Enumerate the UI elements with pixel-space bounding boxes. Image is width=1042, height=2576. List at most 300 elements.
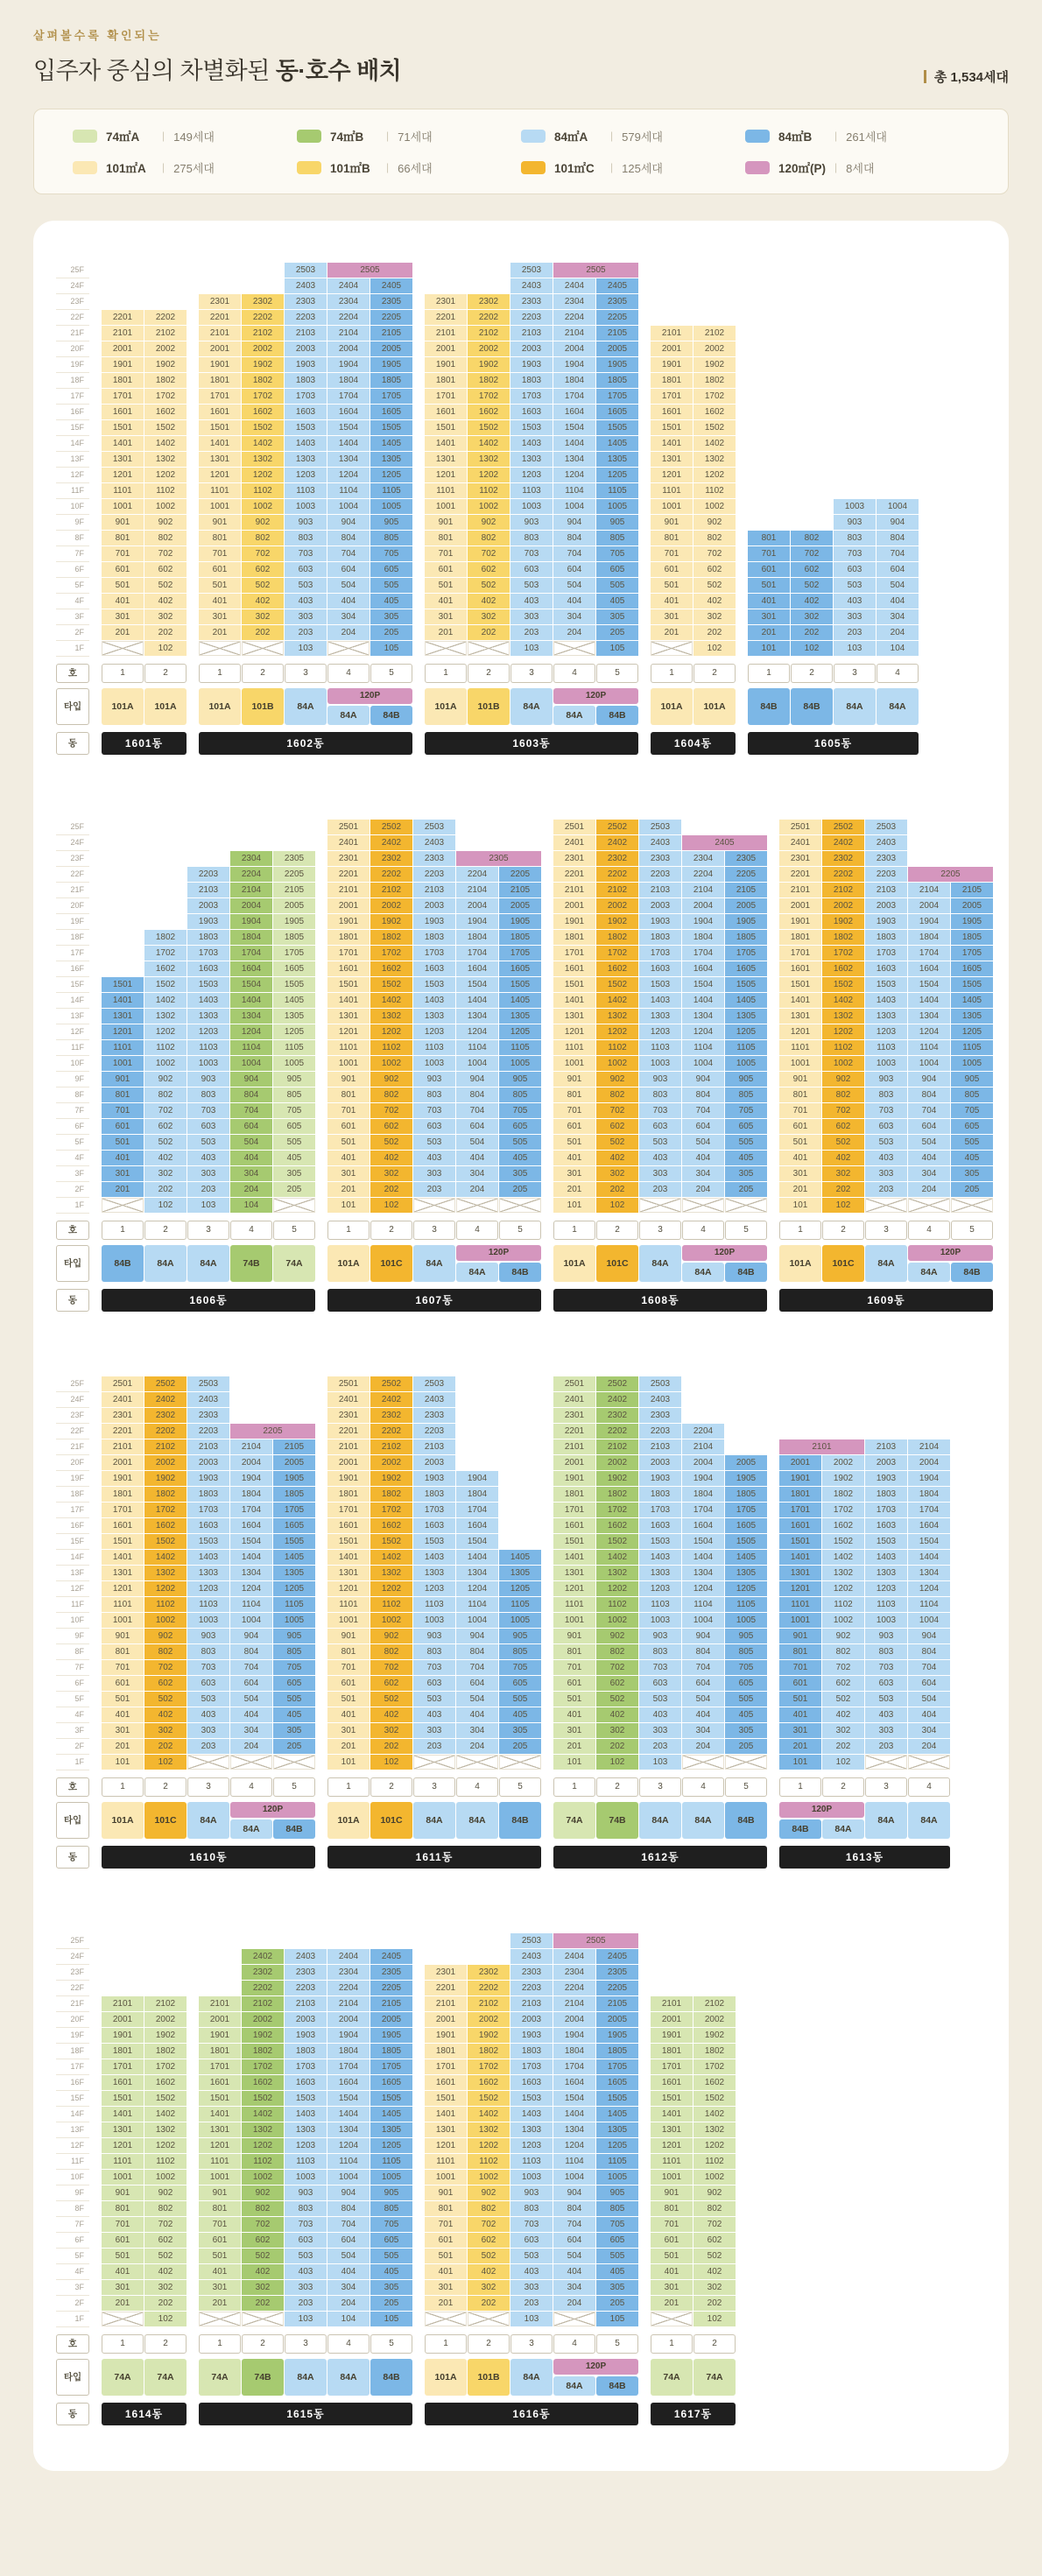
unit-cell: 1201 <box>651 468 693 482</box>
unit-cell: 1005 <box>499 1613 541 1628</box>
unit-cell: 2003 <box>285 341 327 356</box>
type-row <box>779 1245 993 1282</box>
legend-type-label: 84㎡B <box>778 130 813 144</box>
floor-row <box>651 578 736 593</box>
unit-cell: 1602 <box>144 2075 187 2090</box>
unit-cell: 905 <box>725 1629 767 1643</box>
unit-cell: 2501 <box>779 820 821 834</box>
floor-label: 10F <box>56 1056 89 1072</box>
unit-cell: 903 <box>187 1629 229 1643</box>
unit-cell: 802 <box>822 1087 864 1102</box>
total-units <box>924 67 1009 86</box>
unit-grid <box>102 851 315 1214</box>
unit-cell: 1502 <box>242 2091 284 2106</box>
unit-cell: 1401 <box>102 1550 144 1565</box>
building-1613 <box>779 1439 950 1869</box>
unit-cell: 902 <box>822 1629 864 1643</box>
floor-row <box>102 961 315 976</box>
unit-cell: 1501 <box>102 2091 144 2106</box>
type-cell: 101A <box>779 1245 821 1282</box>
unit-cell: 1205 <box>499 1024 541 1039</box>
floor-row <box>199 405 412 419</box>
unit-cell: 504 <box>682 1692 724 1707</box>
unit-cell: 2202 <box>822 867 864 882</box>
unit-cell: 704 <box>230 1660 272 1675</box>
unit-cell: 1205 <box>596 468 638 482</box>
floor-label: 23F <box>56 294 89 310</box>
unit-cell: 1301 <box>102 452 144 467</box>
type-row <box>102 1802 315 1839</box>
unit-cell: 1105 <box>370 483 412 498</box>
unit-cell: 1401 <box>779 1550 821 1565</box>
unit-cell: 1203 <box>285 2138 327 2153</box>
unit-cell: 1204 <box>327 2138 370 2153</box>
penthouse-type-stack <box>456 1245 541 1282</box>
unit-cell: 901 <box>425 2185 467 2200</box>
ho-cell: 4 <box>682 1777 724 1797</box>
unit-cell: 1603 <box>865 1518 907 1533</box>
unit-cell: 304 <box>327 2280 370 2295</box>
legend-count: 66세대 <box>398 161 433 175</box>
unit-cell: 1604 <box>908 961 950 976</box>
floor-label: 8F <box>56 1087 89 1103</box>
ho-cell: 3 <box>413 1221 455 1240</box>
unit-cell: 204 <box>327 2296 370 2311</box>
unit-cell: 401 <box>102 594 144 609</box>
unit-cell: 1501 <box>779 977 821 992</box>
unit-cell: 2205 <box>596 310 638 325</box>
unit-cell: 403 <box>285 594 327 609</box>
unit-cell: 1602 <box>596 1518 638 1533</box>
unit-cell: 1804 <box>456 1487 498 1502</box>
unit-cell: 1101 <box>102 1597 144 1612</box>
unit-cell: 2303 <box>413 1408 455 1423</box>
floor-label: 7F <box>56 2217 89 2233</box>
floor-row <box>102 1392 315 1407</box>
unit-cell: 1505 <box>273 977 315 992</box>
floor-row <box>425 1949 638 1964</box>
floor-row <box>748 562 919 577</box>
type-row <box>102 688 187 725</box>
type-cell: 74A <box>273 1245 315 1282</box>
floor-row <box>651 499 736 514</box>
ho-cell: 2 <box>144 1221 187 1240</box>
unit-cell: 505 <box>725 1692 767 1707</box>
unit-cell: 304 <box>456 1166 498 1181</box>
unit-cell: 401 <box>651 2264 693 2279</box>
legend-type-label: 101㎡A <box>106 162 146 175</box>
floor-row <box>425 594 638 609</box>
unit-cell: 2205 <box>370 310 412 325</box>
unit-cell: 401 <box>102 1707 144 1722</box>
unit-cell: 2002 <box>370 1455 412 1470</box>
floor-row <box>779 1198 993 1213</box>
unit-cell: 201 <box>102 625 144 640</box>
no-unit-marker <box>273 1198 315 1213</box>
unit-cell: 1704 <box>682 1503 724 1517</box>
unit-cell: 2401 <box>327 1392 370 1407</box>
unit-cell: 1501 <box>102 420 144 435</box>
ho-cell: 4 <box>230 1777 272 1797</box>
ho-cell: 2 <box>693 2334 736 2354</box>
floor-row <box>199 2312 412 2326</box>
unit-cell: 2201 <box>425 1981 467 1995</box>
unit-cell: 1201 <box>102 468 144 482</box>
unit-cell: 302 <box>693 609 736 624</box>
unit-cell: 2302 <box>822 851 864 866</box>
floor-row <box>553 867 767 882</box>
floor-label: 5F <box>56 578 89 594</box>
unit-cell: 2005 <box>273 898 315 913</box>
floor-label: 14F <box>56 436 89 452</box>
building-1610 <box>102 1376 315 1869</box>
unit-cell: 604 <box>327 562 370 577</box>
unit-cell: 201 <box>425 625 467 640</box>
unit-cell: 1902 <box>242 357 284 372</box>
unit-cell: 1303 <box>187 1566 229 1580</box>
building-name: 1610동 <box>102 1846 315 1869</box>
unit-cell: 1605 <box>725 1518 767 1533</box>
floor-row <box>102 1755 315 1770</box>
unit-cell: 2104 <box>908 883 950 897</box>
penthouse-type-cell: 120P <box>456 1245 541 1261</box>
unit-cell: 705 <box>273 1660 315 1675</box>
unit-cell: 1402 <box>693 2107 736 2122</box>
unit-cell: 1402 <box>144 436 187 451</box>
ho-cell: 1 <box>199 664 241 683</box>
unit-cell: 904 <box>327 2185 370 2200</box>
unit-cell: 2201 <box>553 867 595 882</box>
type-cell: 84A <box>834 688 876 725</box>
unit-cell: 1703 <box>413 946 455 961</box>
floor-row <box>651 609 736 624</box>
unit-cell: 1402 <box>468 2107 510 2122</box>
unit-cell: 1201 <box>327 1024 370 1039</box>
legend-divider: | <box>834 161 838 173</box>
unit-cell: 2001 <box>102 341 144 356</box>
unit-cell: 2403 <box>285 278 327 293</box>
unit-cell: 101 <box>553 1198 595 1213</box>
unit-cell: 501 <box>553 1692 595 1707</box>
floor-row <box>553 1739 767 1754</box>
building-name: 1611동 <box>327 1846 541 1869</box>
ho-cell: 1 <box>651 2334 693 2354</box>
floor-row <box>553 1692 767 1707</box>
unit-cell: 802 <box>596 1087 638 1102</box>
floor-row <box>553 1455 767 1470</box>
unit-cell: 2002 <box>822 1455 864 1470</box>
unit-cell: 1401 <box>651 436 693 451</box>
unit-cell: 1702 <box>242 389 284 404</box>
unit-cell: 302 <box>144 1166 187 1181</box>
unit-cell: 1301 <box>102 1566 144 1580</box>
unit-cell: 1304 <box>553 2122 595 2137</box>
unit-cell: 303 <box>187 1166 229 1181</box>
floor-row <box>748 515 919 530</box>
building-name: 1607동 <box>327 1289 541 1312</box>
unit-cell: 701 <box>425 546 467 561</box>
floor-row <box>748 625 919 640</box>
unit-cell: 902 <box>370 1072 412 1087</box>
unit-cell: 1702 <box>822 1503 864 1517</box>
unit-cell: 103 <box>639 1755 681 1770</box>
unit-cell: 1101 <box>327 1597 370 1612</box>
unit-cell: 404 <box>553 594 595 609</box>
unit-cell: 1002 <box>468 499 510 514</box>
legend-type-label: 101㎡C <box>554 162 595 175</box>
floor-row <box>779 1040 993 1055</box>
unit-cell: 1105 <box>499 1040 541 1055</box>
unit-cell: 1701 <box>102 389 144 404</box>
unit-cell: 1703 <box>510 2059 553 2074</box>
floor-row <box>779 1550 950 1565</box>
unit-cell: 101 <box>102 1755 144 1770</box>
legend-item-101C <box>521 158 745 176</box>
unit-cell: 1304 <box>908 1009 950 1024</box>
ho-cell: 1 <box>553 1777 595 1797</box>
unit-cell: 801 <box>651 531 693 545</box>
building-1608 <box>553 820 767 1312</box>
floor-row <box>779 1439 950 1454</box>
floor-row <box>553 1534 767 1549</box>
unit-cell: 703 <box>285 546 327 561</box>
unit-cell: 604 <box>456 1119 498 1134</box>
floor-row <box>199 2170 412 2185</box>
floor-row <box>102 1056 315 1071</box>
unit-cell: 203 <box>285 2296 327 2311</box>
floor-row <box>779 1151 993 1165</box>
unit-cell: 1102 <box>468 483 510 498</box>
floor-row <box>199 2044 412 2059</box>
unit-cell: 503 <box>187 1135 229 1150</box>
unit-cell: 1901 <box>779 914 821 929</box>
unit-cell: 1302 <box>370 1566 412 1580</box>
unit-cell: 902 <box>144 1072 187 1087</box>
floor-label: 1F <box>56 1198 89 1214</box>
unit-cell: 502 <box>242 578 284 593</box>
unit-cell: 1404 <box>682 993 724 1008</box>
ho-cell: 3 <box>639 1221 681 1240</box>
no-unit-marker <box>725 1755 767 1770</box>
unit-cell: 1501 <box>199 2091 241 2106</box>
unit-cell: 1004 <box>682 1613 724 1628</box>
unit-cell: 705 <box>596 546 638 561</box>
unit-cell: 1003 <box>413 1056 455 1071</box>
penthouse-type-stack <box>553 688 638 725</box>
floor-label: 5F <box>56 1135 89 1151</box>
unit-cell: 1103 <box>187 1040 229 1055</box>
floor-row <box>327 1692 541 1707</box>
floor-row <box>425 2217 638 2232</box>
floor-row <box>651 2280 736 2295</box>
floor-label: 19F <box>56 357 89 373</box>
type-cell: 101A <box>693 688 736 725</box>
floor-row <box>199 420 412 435</box>
floor-label: 23F <box>56 1408 89 1424</box>
unit-cell: 1405 <box>370 436 412 451</box>
unit-cell: 1402 <box>370 993 412 1008</box>
unit-cell: 1601 <box>553 1518 595 1533</box>
unit-cell: 1504 <box>327 420 370 435</box>
penthouse-type-stack <box>908 1245 993 1282</box>
unit-cell: 702 <box>370 1660 412 1675</box>
unit-cell: 1902 <box>596 914 638 929</box>
unit-cell: 801 <box>102 531 144 545</box>
unit-cell: 1603 <box>285 405 327 419</box>
unit-cell: 1204 <box>327 468 370 482</box>
unit-cell: 2304 <box>553 294 595 309</box>
floor-row <box>748 594 919 609</box>
header <box>33 26 1009 86</box>
unit-cell: 202 <box>370 1739 412 1754</box>
unit-cell: 602 <box>370 1676 412 1691</box>
unit-cell: 201 <box>327 1182 370 1197</box>
unit-cell: 1402 <box>242 436 284 451</box>
floor-row <box>651 2264 736 2279</box>
unit-cell: 704 <box>908 1103 950 1118</box>
unit-cell: 505 <box>370 2249 412 2263</box>
unit-cell: 801 <box>553 1087 595 1102</box>
ho-cell: 4 <box>908 1221 950 1240</box>
penthouse-unit-cell: 2505 <box>327 263 412 278</box>
floor-row <box>102 993 315 1008</box>
unit-cell: 501 <box>748 578 790 593</box>
penthouse-type-stack <box>553 2359 638 2396</box>
unit-cell: 2302 <box>468 1965 510 1980</box>
legend-divider: | <box>386 130 390 142</box>
unit-cell: 2205 <box>370 1981 412 1995</box>
floor-row <box>651 2201 736 2216</box>
floor-label: 15F <box>56 2091 89 2107</box>
unit-cell: 2303 <box>510 294 553 309</box>
unit-cell: 1001 <box>425 499 467 514</box>
unit-cell: 1005 <box>951 1056 993 1071</box>
floor-row <box>553 1135 767 1150</box>
unit-cell: 104 <box>230 1198 272 1213</box>
floor-row <box>553 1024 767 1039</box>
no-unit-marker <box>651 641 693 656</box>
unit-cell: 2103 <box>510 1996 553 2011</box>
floor-label: 14F <box>56 1550 89 1566</box>
unit-cell: 1301 <box>425 452 467 467</box>
unit-cell: 1901 <box>779 1471 821 1486</box>
floor-row <box>553 1408 767 1423</box>
penthouse-sub-types <box>327 706 412 725</box>
unit-cell: 1601 <box>327 1518 370 1533</box>
unit-cell: 202 <box>693 2296 736 2311</box>
floor-row <box>199 389 412 404</box>
unit-cell: 204 <box>908 1182 950 1197</box>
unit-cell: 301 <box>553 1166 595 1181</box>
unit-grid <box>102 1376 315 1770</box>
no-unit-marker <box>242 641 284 656</box>
legend-swatch <box>73 161 97 174</box>
unit-cell: 2103 <box>639 1439 681 1454</box>
floor-row <box>651 420 736 435</box>
unit-cell: 902 <box>370 1629 412 1643</box>
floor-row <box>553 883 767 897</box>
unit-cell: 2001 <box>102 2012 144 2027</box>
ho-cell: 2 <box>242 664 284 683</box>
floor-row <box>651 341 736 356</box>
unit-cell: 2103 <box>510 326 553 341</box>
unit-cell: 1905 <box>596 357 638 372</box>
unit-cell: 2202 <box>144 310 187 325</box>
unit-cell: 402 <box>370 1707 412 1722</box>
unit-cell: 403 <box>639 1151 681 1165</box>
floor-row <box>102 914 315 929</box>
ho-cell: 5 <box>499 1777 541 1797</box>
unit-cell: 2103 <box>865 883 907 897</box>
unit-cell: 405 <box>596 2264 638 2279</box>
unit-cell: 1604 <box>908 1518 950 1533</box>
unit-type-legend <box>33 109 1009 194</box>
unit-cell: 505 <box>596 578 638 593</box>
unit-cell: 1701 <box>102 1503 144 1517</box>
unit-cell: 2003 <box>413 898 455 913</box>
type-cell: 84B <box>102 1245 144 1282</box>
unit-cell: 1505 <box>370 420 412 435</box>
unit-cell: 905 <box>370 2185 412 2200</box>
unit-cell: 1002 <box>144 1056 187 1071</box>
unit-cell: 1802 <box>468 373 510 388</box>
floor-row <box>553 1707 767 1722</box>
unit-cell: 703 <box>510 2217 553 2232</box>
unit-cell: 501 <box>199 2249 241 2263</box>
unit-cell: 1005 <box>273 1613 315 1628</box>
unit-cell: 701 <box>651 546 693 561</box>
unit-cell: 1002 <box>242 499 284 514</box>
unit-cell: 1805 <box>951 930 993 945</box>
floor-row <box>327 1550 541 1565</box>
unit-cell: 1901 <box>199 2028 241 2043</box>
unit-cell: 805 <box>596 2201 638 2216</box>
unit-cell: 1402 <box>144 993 187 1008</box>
floor-row <box>779 820 993 834</box>
unit-cell: 1404 <box>456 1550 498 1565</box>
unit-cell: 2303 <box>510 1965 553 1980</box>
unit-cell: 2004 <box>230 898 272 913</box>
legend-swatch <box>745 161 770 174</box>
floor-row <box>779 1660 950 1675</box>
unit-cell: 2101 <box>199 326 241 341</box>
unit-cell: 1901 <box>102 1471 144 1486</box>
unit-cell: 1801 <box>425 2044 467 2059</box>
unit-cell: 1305 <box>370 2122 412 2137</box>
unit-cell: 503 <box>834 578 876 593</box>
unit-cell: 804 <box>456 1087 498 1102</box>
unit-cell: 1403 <box>187 1550 229 1565</box>
unit-cell: 501 <box>651 2249 693 2263</box>
floor-row <box>425 2170 638 2185</box>
unit-cell: 302 <box>596 1723 638 1738</box>
floor-row <box>425 641 638 656</box>
unit-cell: 805 <box>951 1087 993 1102</box>
unit-cell: 1102 <box>822 1597 864 1612</box>
unit-cell: 1105 <box>951 1040 993 1055</box>
unit-cell: 1202 <box>370 1024 412 1039</box>
unit-cell: 1004 <box>682 1056 724 1071</box>
unit-cell: 704 <box>327 2217 370 2232</box>
unit-cell: 303 <box>865 1166 907 1181</box>
floor-row <box>102 2059 187 2074</box>
unit-cell: 303 <box>413 1166 455 1181</box>
unit-cell: 701 <box>199 2217 241 2232</box>
unit-cell: 2203 <box>510 1981 553 1995</box>
unit-cell: 1101 <box>779 1040 821 1055</box>
floor-row <box>748 531 919 545</box>
unit-cell: 301 <box>779 1166 821 1181</box>
